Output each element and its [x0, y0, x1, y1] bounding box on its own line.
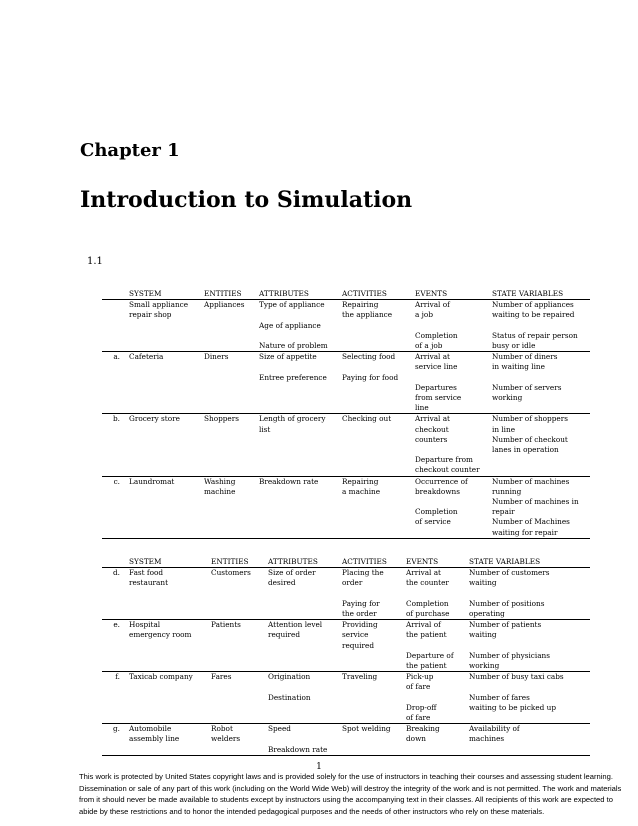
cell-state-variables: Number of appliances waiting to be repaired Status of repair person busy or idle	[489, 300, 590, 352]
cell-system: Automobile assembly line	[126, 724, 208, 756]
row-label: f.	[102, 672, 126, 724]
cell-activities: Repairing a machine	[339, 476, 412, 538]
header-activities: ACTIVITIES	[339, 557, 403, 568]
cell-system: Hospital emergency room	[126, 620, 208, 672]
cell-activities: Placing the order Paying for the order	[339, 568, 403, 620]
header-label-spacer	[102, 289, 126, 300]
cell-system: Laundromat	[126, 476, 201, 538]
cell-events: Pick-up of fare Drop-off of fare	[403, 672, 466, 724]
table-header-row	[102, 557, 590, 568]
header-events: EVENTS	[412, 289, 489, 300]
table-row	[102, 300, 590, 352]
cell-state-variables: Number of machines running Number of machines in repair Number of Machines waiting for repair	[489, 476, 590, 538]
cell-attributes: Size of appetite Entree preference	[256, 352, 339, 414]
cell-state-variables: Number of diners in waiting line Number of servers working	[489, 352, 590, 414]
cell-system: Cafeteria	[126, 352, 201, 414]
cell-entities: Patients	[208, 620, 265, 672]
cell-attributes: Type of appliance Age of appliance Nature of problem	[256, 300, 339, 352]
cell-attributes: Speed Breakdown rate	[265, 724, 339, 756]
header-state-variables: STATE VARIABLES	[489, 289, 590, 300]
header-entities: ENTITIES	[208, 557, 265, 568]
header-system: SYSTEM	[126, 289, 201, 300]
row-label: g.	[102, 724, 126, 756]
cell-attributes: Breakdown rate	[256, 476, 339, 538]
table-header-row	[102, 289, 590, 300]
cell-events: Arrival at the counter Completion of purchase	[403, 568, 466, 620]
cell-attributes: Length of grocery list	[256, 414, 339, 476]
header-state-variables: STATE VARIABLES	[466, 557, 590, 568]
cell-activities: Traveling	[339, 672, 403, 724]
header-system: SYSTEM	[126, 557, 208, 568]
cell-events: Arrival at checkout counters Departure from checkout counter	[412, 414, 489, 476]
cell-events: Arrival of the patient Departure of the patient	[403, 620, 466, 672]
cell-state-variables: Number of customers waiting Number of positions operating	[466, 568, 590, 620]
cell-activities: Providing service required	[339, 620, 403, 672]
cell-system: Small appliance repair shop	[126, 300, 201, 352]
cell-entities: Diners	[201, 352, 256, 414]
header-label-spacer	[102, 557, 126, 568]
header-entities: ENTITIES	[201, 289, 256, 300]
cell-activities: Spot welding	[339, 724, 403, 756]
row-label: d.	[102, 568, 126, 620]
section-number: 1.1	[87, 256, 103, 267]
cell-entities: Robot welders	[208, 724, 265, 756]
cell-activities: Checking out	[339, 414, 412, 476]
chapter-title: Introduction to Simulation	[80, 187, 413, 213]
cell-state-variables: Number of busy taxi cabs Number of fares waiting to be picked up	[466, 672, 590, 724]
cell-system: Taxicab company	[126, 672, 208, 724]
table-row	[102, 724, 590, 756]
table-row	[102, 414, 590, 476]
page-number: 1	[316, 762, 322, 772]
row-label: a.	[102, 352, 126, 414]
chapter-label: Chapter 1	[80, 140, 180, 161]
header-attributes: ATTRIBUTES	[256, 289, 339, 300]
row-label: e.	[102, 620, 126, 672]
cell-attributes: Attention level required	[265, 620, 339, 672]
cell-entities: Appliances	[201, 300, 256, 352]
cell-entities: Customers	[208, 568, 265, 620]
cell-state-variables: Availability of machines	[466, 724, 590, 756]
header-attributes: ATTRIBUTES	[265, 557, 339, 568]
cell-entities: Fares	[208, 672, 265, 724]
row-label	[102, 300, 126, 352]
cell-system: Fast food restaurant	[126, 568, 208, 620]
table-row	[102, 672, 590, 724]
table-row	[102, 568, 590, 620]
row-label: c.	[102, 476, 126, 538]
cell-state-variables: Number of patients waiting Number of physicians working	[466, 620, 590, 672]
cell-attributes: Size of order desired	[265, 568, 339, 620]
cell-events: Arrival of a job Completion of a job	[412, 300, 489, 352]
row-label: b.	[102, 414, 126, 476]
cell-activities: Repairing the appliance	[339, 300, 412, 352]
table-row	[102, 352, 590, 414]
simulation-table-1	[102, 289, 590, 539]
cell-system: Grocery store	[126, 414, 201, 476]
header-activities: ACTIVITIES	[339, 289, 412, 300]
cell-state-variables: Number of shoppers in line Number of checkout lanes in operation	[489, 414, 590, 476]
cell-entities: Shoppers	[201, 414, 256, 476]
table-row	[102, 476, 590, 538]
cell-events: Occurrence of breakdowns Completion of service	[412, 476, 489, 538]
cell-attributes: Origination Destination	[265, 672, 339, 724]
simulation-table-2	[102, 557, 590, 756]
cell-entities: Washing machine	[201, 476, 256, 538]
table-row	[102, 620, 590, 672]
cell-activities: Selecting food Paying for food	[339, 352, 412, 414]
copyright-footer: This work is protected by United States copyright laws and is provided solely for the use of instructors in teaching their courses and assessing student learning. Dissemination or sale of any part of this work (including on the World Wide Web) will destroy the integrity of the work and is not permitted. The work and materials from it should never be made available to students except by instructors using the accompanying text in their classes. All recipients of this work are expected to abide by these restrictions and to honor the intended pedagogical purposes and the needs of other instructors who rely on these materials.	[79, 772, 622, 816]
header-events: EVENTS	[403, 557, 466, 568]
cell-events: Arrival at service line Departures from service line	[412, 352, 489, 414]
cell-events: Breaking down	[403, 724, 466, 756]
